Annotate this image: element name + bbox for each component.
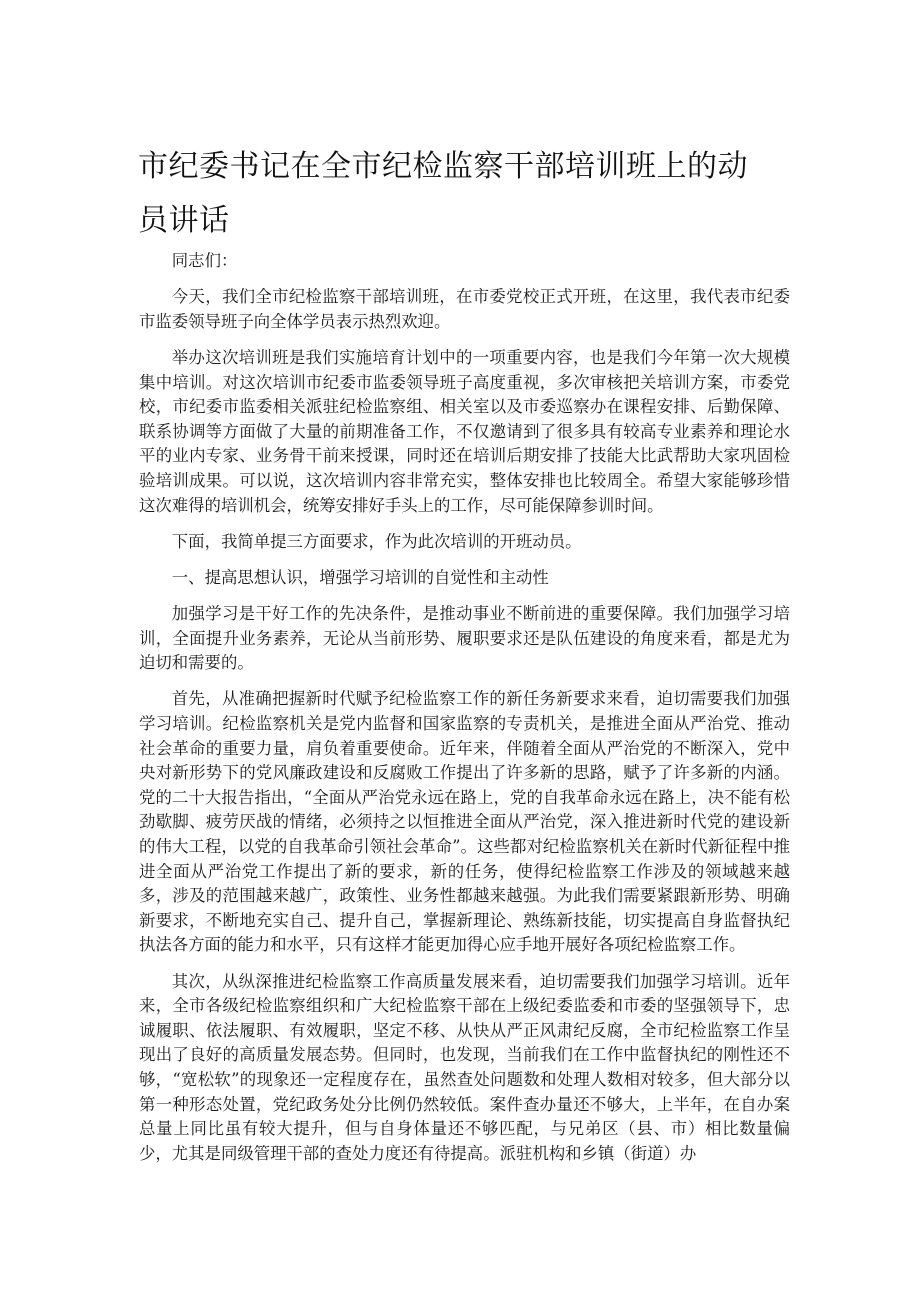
paragraph-second-point: 其次，从纵深推进纪检监察工作高质量发展来看，迫切需要我们加强学习培训。近年来，全市各级纪检监察组织和广大纪检监察干部在上级纪委监委和市委的坚强领导下，忠诚履职、依法履职、有效履职，坚定不移、从快从严正风肃纪反腐，全市纪检监察工作呈现出了良好的高质量发展态势。但同时，也发现，当前我们在工作中监督执纪的刚性还不够，“宽松软”的现象还一定程度存在，虽然查处问题数和处理人数相对较多，但大部分以第一种形态处置，党纪政务处分比例仍然较低。案件查办量还不够大，上半年，在自办案总量上同比虽有较大提升，但与自身体量还不够匹配，与兄弟区（县、市）相比数量偏少，尤其是同级管理干部的查处力度还有待提高。派驻机构和乡镇（街道）办 [139,971,790,1163]
paragraph-welcome: 今天，我们全市纪检监察干部培训班，在市委党校正式开班，在这里，我代表市纪委市监委领导班子向全体学员表示热烈欢迎。 [139,287,790,331]
document-body [139,249,790,1178]
section-heading-1: 一、提高思想认识，增强学习培训的自觉性和主动性 [171,567,549,587]
paragraph-requirements-intro: 下面，我简单提三方面要求，作为此次培训的开班动员。 [171,531,582,551]
salutation: 同志们： [171,251,238,270]
paragraph-importance: 加强学习是干好工作的先决条件，是推动事业不断前进的重要保障。我们加强学习培训，全面提升业务素养，无论从当前形势、履职要求还是队伍建设的角度来看，都是尤为迫切和需要的。 [139,604,790,673]
paragraph-training-overview: 举办这次培训班是我们实施培育计划中的一项重要内容，也是我们今年第一次大规模集中培训。对这次培训市纪委市监委领导班子高度重视，多次审核把关培训方案，市委党校，市纪委市监委相关派驻纪检监察组、相关室以及市委巡察办在课程安排、后勤保障、联系协调等方面做了大量的前期准备工作，不仅邀请到了很多具有较高专业素养和理论水平的业内专家、业务骨干前来授课，同时还在培训后期安排了技能大比武帮助大家巩固检验培训成果。可以说，这次培训内容非常充实，整体安排也比较周全。希望大家能够珍惜这次难得的培训机会，统筹安排好手头上的工作，尽可能保障参训时间。 [139,347,790,515]
document-title: 市纪委书记在全市纪检监察干部培训班上的动员讲话 [138,149,748,238]
paragraph-first-point: 首先，从准确把握新时代赋予纪检监察工作的新任务新要求来看，迫切需要我们加强学习培训。纪检监察机关是党内监督和国家监察的专责机关，是推进全面从严治党、推动社会革命的重要力量，肩负着重要使命。近年来，伴随着全面从严治党的不断深入，党中央对新形势下的党风廉政建设和反腐败工作提出了许多新的思路，赋予了许多新的内涵。党的二十大报告指出，“全面从严治党永远在路上，党的自我革命永远在路上，决不能有松劲歇脚、疲劳厌战的情绪，必须持之以恒推进全面从严治党，深入推进新时代党的建设新的伟大工程，以党的自我革命引领社会革命”。这些都对纪检监察机关在新时代新征程中推进全面从严治党工作提出了新的要求，新的任务，使得纪检监察工作涉及的领域越来越多，涉及的范围越来越广，政策性、业务性都越来越强。为此我们需要紧跟新形势、明确新要求，不断地充实自己、提升自己，掌握新理论、熟练新技能，切实提高自身监督执纪执法各方面的能力和水平，只有这样才能更加得心应手地开展好各项纪检监察工作。 [139,689,790,955]
